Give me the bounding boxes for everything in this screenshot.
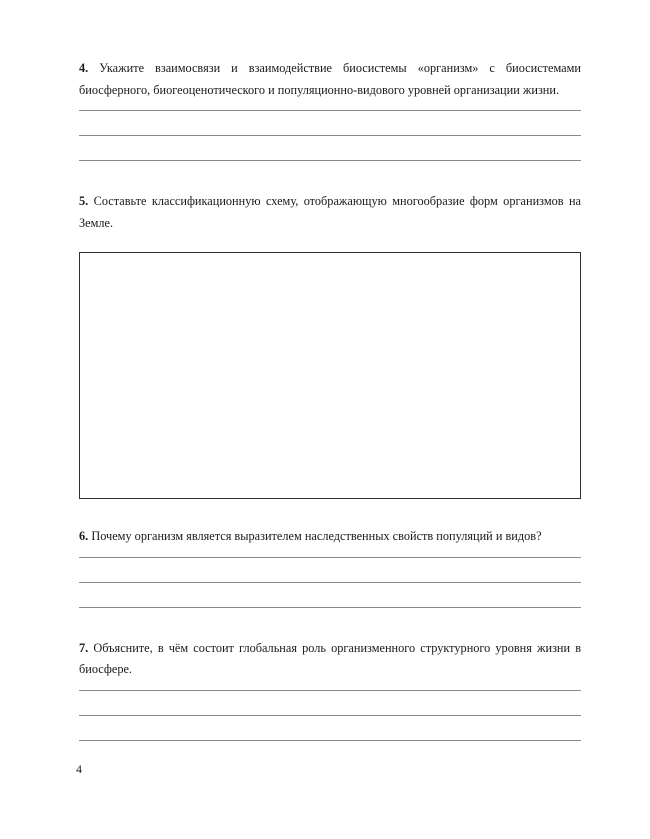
answer-line[interactable] bbox=[79, 582, 581, 583]
question-block-5 bbox=[79, 191, 581, 234]
answer-box-wrapper-5 bbox=[79, 252, 581, 499]
answer-line[interactable] bbox=[79, 160, 581, 161]
answer-line[interactable] bbox=[79, 135, 581, 136]
page-content bbox=[79, 58, 581, 741]
page-number: 4 bbox=[76, 762, 82, 776]
question-block-6 bbox=[79, 526, 581, 548]
answer-lines-7[interactable] bbox=[79, 690, 581, 741]
question-block-7 bbox=[79, 638, 581, 681]
question-number-5: 5. bbox=[79, 194, 89, 208]
answer-line[interactable] bbox=[79, 110, 581, 111]
answer-box-5[interactable] bbox=[79, 252, 581, 499]
answer-lines-6[interactable] bbox=[79, 557, 581, 608]
question-number-4: 4. bbox=[79, 61, 89, 75]
answer-line[interactable] bbox=[79, 740, 581, 741]
question-text-4: Укажите взаимосвязи и взаимодействие биосистемы «организм» с биосистемами биосферного, биогеоценотического и популяционно-видового уровней организации жизни. bbox=[79, 61, 582, 97]
answer-line[interactable] bbox=[79, 557, 581, 558]
answer-line[interactable] bbox=[79, 715, 581, 716]
question-text-6: Почему организм является выразителем наследственных свойств популяций и видов? bbox=[91, 529, 542, 543]
question-text-5: Составьте классификационную схему, отображающую многообразие форм организмов на Земле. bbox=[79, 194, 581, 230]
answer-line[interactable] bbox=[79, 607, 581, 608]
question-number-7: 7. bbox=[79, 640, 89, 655]
answer-line[interactable] bbox=[79, 690, 581, 691]
answer-lines-4[interactable] bbox=[79, 110, 581, 161]
question-text-7: Объясните, в чём состоит глобальная роль организменного структурного уровня жизни в биосфере. bbox=[79, 640, 581, 676]
question-number-6: 6. bbox=[79, 529, 89, 543]
question-block-4 bbox=[79, 58, 581, 101]
